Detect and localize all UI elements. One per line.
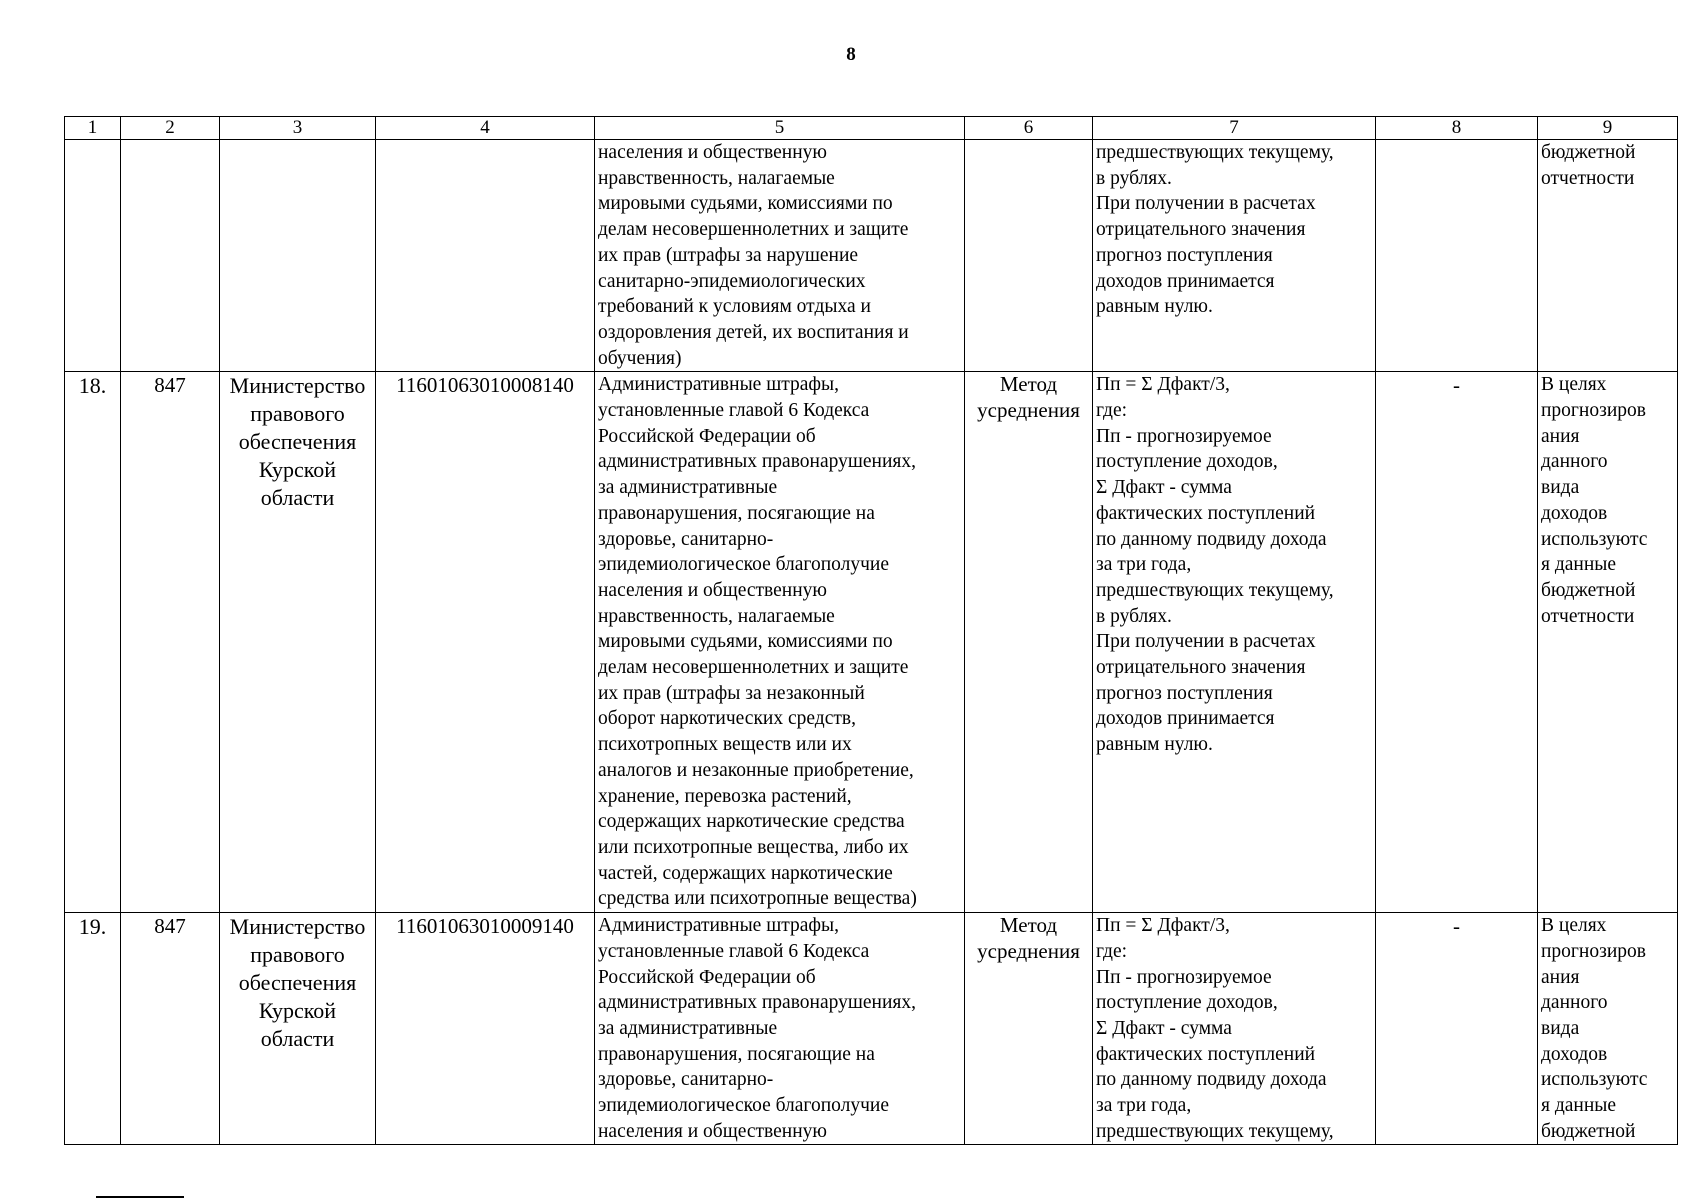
formula-cell: Пп = Σ Дфакт/3, где: Пп - прогнозируемое поступление доходов, Σ Дфакт - сумма фактических поступлений по данному подвиду дохода за три года, предшествующих текущему, bbox=[1093, 913, 1376, 1145]
description-cell: Административные штрафы, установленные главой 6 Кодекса Российской Федерации об административных правонарушениях, за административные правонарушения, посягающие на здоровье, санитарно- эпидемиологическое благополучие населения и общественную bbox=[595, 913, 965, 1145]
kbk-code-cell: 11601063010008140 bbox=[376, 372, 595, 913]
description-cell: населения и общественную нравственность, налагаемые мировыми судьями, комиссиями по делам несовершеннолетних и защите их прав (штрафы за нарушение санитарно-эпидемиологических требований к условиям отдыха и оздоровления детей, их воспитания и обучения) bbox=[595, 140, 965, 372]
column-header: 6 bbox=[965, 117, 1093, 140]
footnote-divider bbox=[96, 1196, 184, 1198]
row-number-cell bbox=[65, 140, 121, 372]
description-cell: Административные штрафы, установленные главой 6 Кодекса Российской Федерации об административных правонарушениях, за административные правонарушения, посягающие на здоровье, санитарно- эпидемиологическое благополучие населения и общественную нравственность, налагаемые мировыми судьями, комиссиями по делам несовершеннолетних и защите их прав (штрафы за незаконный оборот наркотических средств, психотропных веществ или их аналогов и незаконные приобретение, хранение, перевозка растений, содержащих наркотические средства или психотропные вещества, либо их частей, содержащих наркотические средства или психотропные вещества) bbox=[595, 372, 965, 913]
column-header: 4 bbox=[376, 117, 595, 140]
col8-cell bbox=[1376, 140, 1538, 372]
column-header: 8 bbox=[1376, 117, 1538, 140]
kbk-code-cell bbox=[376, 140, 595, 372]
admin-name-cell bbox=[220, 140, 376, 372]
table-row-19 bbox=[65, 913, 1678, 1145]
formula-cell: Пп = Σ Дфакт/3, где: Пп - прогнозируемое поступление доходов, Σ Дфакт - сумма фактических поступлений по данному подвиду дохода за три года, предшествующих текущему, в рублях. При получении в расчетах отрицательного значения прогноз поступления доходов принимается равным нулю. bbox=[1093, 372, 1376, 913]
column-header: 1 bbox=[65, 117, 121, 140]
admin-name-cell: Министерство правового обеспечения Курской области bbox=[220, 913, 376, 1145]
method-cell: Метод усреднения bbox=[965, 372, 1093, 913]
admin-code-cell: 847 bbox=[121, 913, 220, 1145]
formula-cell: предшествующих текущему, в рублях. При получении в расчетах отрицательного значения прогноз поступления доходов принимается равным нулю. bbox=[1093, 140, 1376, 372]
method-cell bbox=[965, 140, 1093, 372]
column-number-row bbox=[65, 117, 1678, 140]
revenue-forecast-table bbox=[64, 116, 1678, 1145]
admin-code-cell bbox=[121, 140, 220, 372]
column-header: 3 bbox=[220, 117, 376, 140]
data-source-cell: В целях прогнозиров ания данного вида доходов используютс я данные бюджетной отчетности bbox=[1538, 372, 1678, 913]
data-source-cell: бюджетной отчетности bbox=[1538, 140, 1678, 372]
col8-cell: - bbox=[1376, 372, 1538, 913]
column-header: 5 bbox=[595, 117, 965, 140]
method-cell: Метод усреднения bbox=[965, 913, 1093, 1145]
column-header: 7 bbox=[1093, 117, 1376, 140]
col8-cell: - bbox=[1376, 913, 1538, 1145]
admin-name-cell: Министерство правового обеспечения Курской области bbox=[220, 372, 376, 913]
row-number-cell: 18. bbox=[65, 372, 121, 913]
column-header: 2 bbox=[121, 117, 220, 140]
admin-code-cell: 847 bbox=[121, 372, 220, 913]
row-number-cell: 19. bbox=[65, 913, 121, 1145]
table-row-continuation bbox=[65, 140, 1678, 372]
page-number: 8 bbox=[846, 44, 856, 65]
table-row-18 bbox=[65, 372, 1678, 913]
kbk-code-cell: 11601063010009140 bbox=[376, 913, 595, 1145]
column-header: 9 bbox=[1538, 117, 1678, 140]
data-source-cell: В целях прогнозиров ания данного вида доходов используютс я данные бюджетной bbox=[1538, 913, 1678, 1145]
